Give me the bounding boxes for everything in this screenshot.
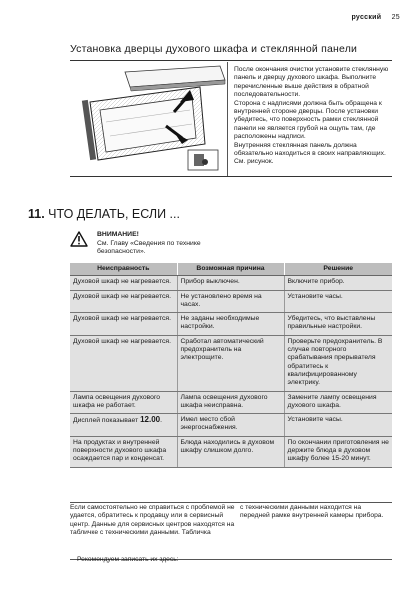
- cause-cell: Не установлено время на часах.: [177, 290, 284, 313]
- solution-cell: Включите прибор.: [284, 276, 392, 290]
- instruction-paragraph: Сторона с надписями должна быть обращена к внутренней стороне дверцы. После установки убедитесь, что поверхность рамки стеклянной панели не является грубой на ощупь там, где расположены надписи.: [234, 99, 382, 141]
- section-bottom-rule: [70, 176, 392, 177]
- cause-cell: Прибор выключен.: [177, 276, 284, 290]
- chapter-heading: [28, 207, 180, 221]
- page-number: 25: [391, 14, 400, 21]
- solution-cell: Установите часы.: [284, 290, 392, 313]
- cause-cell: Имел место сбой энергоснабжения.: [177, 414, 284, 437]
- oven-door-illustration: [70, 62, 228, 177]
- solution-cell: Проверьте предохранитель. В случае повторного срабатывания прерывателя обратитесь к квалифицированному электрику.: [284, 335, 392, 391]
- fault-cell: На продуктах и внутренней поверхности духового шкафа осаждается пар и конденсат.: [70, 436, 177, 467]
- fault-suffix: .: [160, 417, 162, 425]
- warning-text: См. Главу «Сведения по технике безопасности».: [97, 239, 201, 255]
- table-row: [70, 290, 392, 313]
- cause-cell: Сработал автоматический предохранитель на электрощите.: [177, 335, 284, 391]
- fault-prefix: Дисплей показывает: [73, 417, 141, 425]
- solution-cell: Установите часы.: [284, 414, 392, 437]
- table-row: [70, 414, 392, 437]
- section-title: Установка дверцы духового шкафа и стеклянной панели: [70, 43, 358, 55]
- table-row: [70, 276, 392, 290]
- fault-cell: Духовой шкаф не нагревается.: [70, 290, 177, 313]
- table-row: [70, 391, 392, 414]
- cause-cell: Лампа освещения духового шкафа неисправна.: [177, 391, 284, 414]
- section-instructions: [234, 66, 394, 167]
- solution-cell: Замените лампу освещения духового шкафа.: [284, 391, 392, 414]
- warning-block: [97, 231, 217, 257]
- warning-triangle-icon: [70, 231, 88, 252]
- fault-cell: [70, 414, 177, 437]
- troubleshooting-table: [70, 263, 392, 468]
- fault-cell: Лампа освещения духового шкафа не работает.: [70, 391, 177, 414]
- page-header: [351, 14, 400, 21]
- solution-cell: Убедитесь, что выставлены правильные настройки.: [284, 313, 392, 336]
- table-row: [70, 436, 392, 467]
- fault-cell: Духовой шкаф не нагревается.: [70, 313, 177, 336]
- header-language: русский: [351, 14, 382, 21]
- fault-cell: Духовой шкаф не нагревается.: [70, 335, 177, 391]
- display-value: 12.00: [140, 415, 161, 425]
- warning-title: ВНИМАНИЕ!: [97, 231, 139, 238]
- instruction-paragraph: После окончания очистки установите стеклянную панель и дверцу духового шкафа. Выполните перечисленные выше действия в обратной последовательности.: [234, 66, 389, 99]
- fault-cell: Духовой шкаф не нагревается.: [70, 276, 177, 290]
- service-note-right: с техническими данными находится на передней рамке внутренней камеры прибора.: [240, 504, 384, 520]
- section-divider: [70, 60, 392, 61]
- table-row: [70, 335, 392, 391]
- chapter-number: 11.: [28, 207, 45, 221]
- cause-cell: Блюда находились в духовом шкафу слишком долго.: [177, 436, 284, 467]
- table-row: [70, 313, 392, 336]
- recommend-note: Рекомендуем записать их здесь:: [77, 556, 179, 563]
- instruction-paragraph: Внутренняя стеклянная панель должна обязательно находиться в своих направляющих. См. рисунок.: [234, 141, 386, 166]
- table-header-row: [70, 263, 392, 276]
- service-note-left: Если самостоятельно не справиться с проблемой не удается, обратитесь к продавцу или в сервисный центр. Данные для сервисных центров находятся на табличке с техническими данными. Табличка: [70, 504, 235, 536]
- column-header: Решение: [284, 263, 392, 276]
- solution-cell: По окончании приготовления не держите блюда в духовом шкафу более 15-20 минут.: [284, 436, 392, 467]
- chapter-title: ЧТО ДЕЛАТЬ, ЕСЛИ ...: [48, 207, 180, 221]
- column-header: Возможная причина: [177, 263, 284, 276]
- column-header: Неисправность: [70, 263, 177, 276]
- cause-cell: Не заданы необходимые настройки.: [177, 313, 284, 336]
